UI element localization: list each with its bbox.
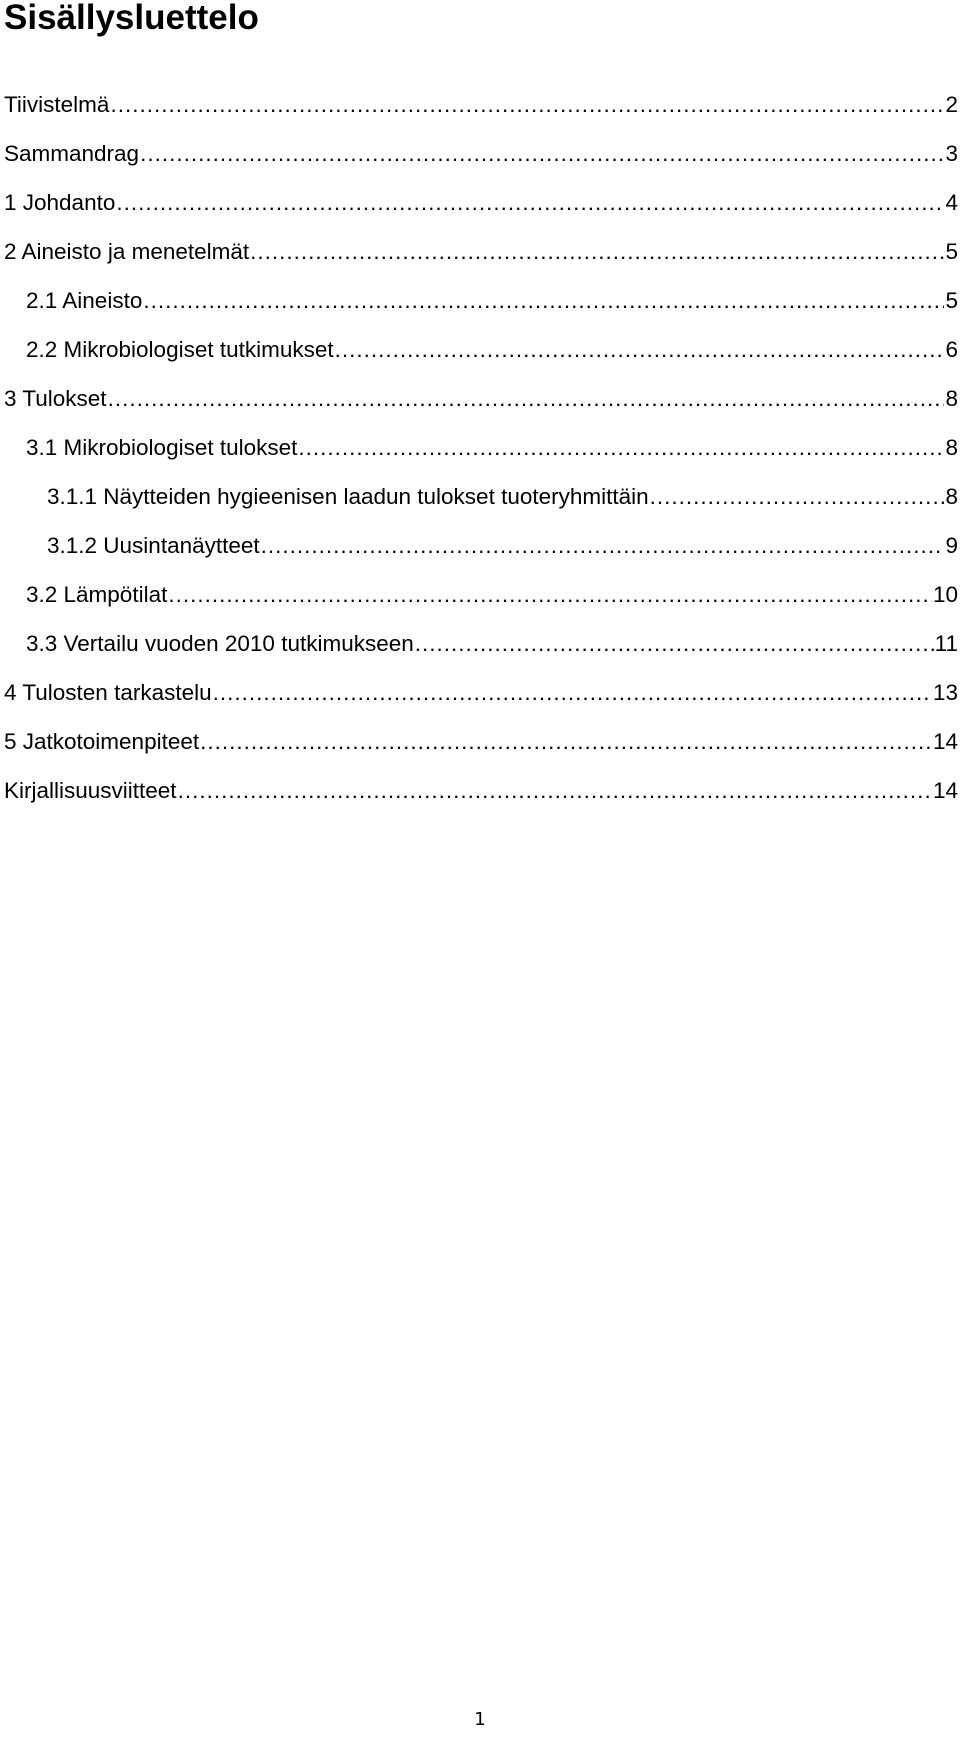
toc-entry-aineisto[interactable] — [26, 286, 958, 316]
toc-entry-uusintanaytteet[interactable] — [47, 531, 958, 561]
toc-dot-leader — [178, 776, 932, 806]
page-title: Sisällysluettelo — [4, 0, 259, 37]
toc-entry-label: 2.2 Mikrobiologiset tutkimukset — [26, 337, 334, 362]
toc-entry-label: 3.1.2 Uusintanäytteet — [47, 533, 260, 558]
toc-entry-label: 2.1 Aineisto — [26, 288, 143, 313]
toc-entry-mikrobiologiset-tulokset[interactable] — [26, 433, 958, 463]
toc-page-number: 14 — [932, 778, 958, 803]
toc-dot-leader — [213, 678, 932, 708]
toc-dot-leader — [298, 433, 944, 463]
toc-entry-label: Kirjallisuusviitteet — [4, 778, 177, 803]
toc-entry-label: 2 Aineisto ja menetelmät — [4, 239, 250, 264]
toc-dot-leader — [650, 482, 945, 512]
toc-entry-aineisto-ja-menetelmat[interactable] — [4, 237, 958, 267]
toc-entry-label: 3.3 Vertailu vuoden 2010 tutkimukseen — [26, 631, 414, 656]
toc-entry-hygieenisen-laadun-tulokset[interactable] — [47, 482, 958, 512]
toc-entry-label: 3.1.1 Näytteiden hygieenisen laadun tulokset tuoteryhmittäin — [47, 484, 649, 509]
toc-page-number: 8 — [945, 484, 958, 509]
toc-entry-jatkotoimenpiteet[interactable] — [4, 727, 958, 757]
toc-entry-kirjallisuusviitteet[interactable] — [4, 776, 958, 806]
toc-entry-tulosten-tarkastelu[interactable] — [4, 678, 958, 708]
toc-page-number: 11 — [934, 631, 958, 656]
toc-dot-leader — [415, 629, 934, 659]
toc-dot-leader — [261, 531, 945, 561]
toc-dot-leader — [335, 335, 945, 365]
toc-entry-label: 1 Johdanto — [4, 190, 116, 215]
toc-page-number: 5 — [945, 288, 958, 313]
toc-dot-leader — [116, 188, 944, 218]
toc-entry-label: Sammandrag — [4, 141, 140, 166]
footer-page-number: 1 — [474, 1709, 486, 1730]
toc-page-number: 2 — [945, 92, 958, 117]
toc-entry-label: Tiivistelmä — [4, 92, 110, 117]
toc-page-number: 8 — [945, 386, 958, 411]
toc-dot-leader — [250, 237, 944, 267]
toc-page-number: 4 — [945, 190, 958, 215]
toc-entry-sammandrag[interactable] — [4, 139, 958, 169]
toc-dot-leader — [143, 286, 944, 316]
toc-page-number: 13 — [932, 680, 958, 705]
toc-dot-leader — [108, 384, 945, 414]
toc-entry-mikrobiologiset-tutkimukset[interactable] — [26, 335, 958, 365]
toc-dot-leader — [200, 727, 932, 757]
toc-entry-label: 3.2 Lämpötilat — [26, 582, 168, 607]
toc-page-number: 9 — [945, 533, 958, 558]
toc-entry-tiivistelma[interactable] — [4, 90, 958, 120]
toc-entry-lampotilat[interactable] — [26, 580, 958, 610]
toc-dot-leader — [110, 90, 944, 120]
toc-entry-johdanto[interactable] — [4, 188, 958, 218]
toc-entry-label: 5 Jatkotoimenpiteet — [4, 729, 200, 754]
toc-page-number: 3 — [945, 141, 958, 166]
toc-page-number: 14 — [932, 729, 958, 754]
toc-page-number: 8 — [945, 435, 958, 460]
toc-entry-vertailu[interactable] — [26, 629, 958, 659]
toc-page-number: 5 — [945, 239, 958, 264]
toc-entry-label: 3 Tulokset — [4, 386, 107, 411]
toc-entry-label: 4 Tulosten tarkastelu — [4, 680, 212, 705]
toc-entry-tulokset[interactable] — [4, 384, 958, 414]
toc-dot-leader — [140, 139, 944, 169]
toc-page-number: 6 — [945, 337, 958, 362]
toc-dot-leader — [168, 580, 932, 610]
toc-entry-label: 3.1 Mikrobiologiset tulokset — [26, 435, 298, 460]
toc-page-number: 10 — [932, 582, 958, 607]
